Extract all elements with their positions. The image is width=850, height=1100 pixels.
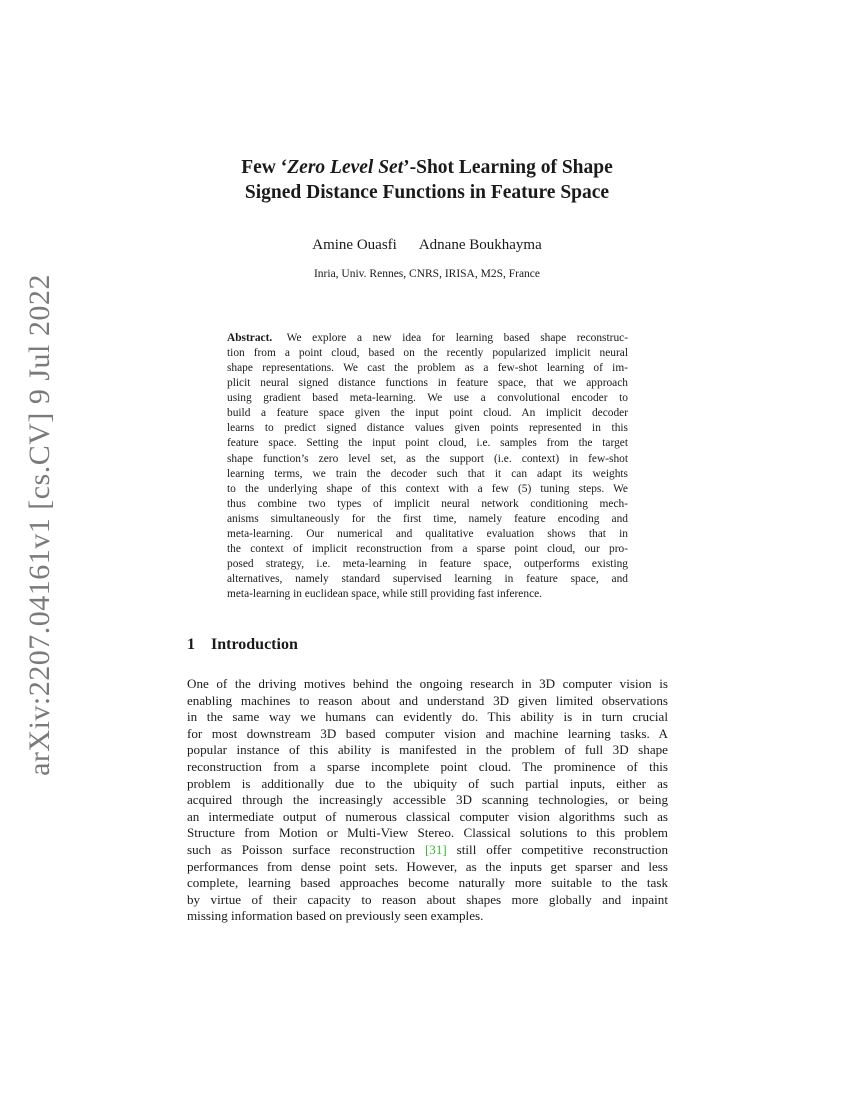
- title-part2: ’-Shot Learning of Shape: [403, 157, 613, 178]
- body-line: in the same way we humans can evidently do. This ability is in turn crucial: [187, 709, 668, 725]
- intro-paragraph: [187, 676, 668, 925]
- body-line: One of the driving motives behind the ongoing research in 3D computer vision is: [187, 676, 668, 691]
- abstract-line: alternatives, namely standard supervised learning in feature space, and: [227, 573, 628, 585]
- abstract-line: [227, 331, 628, 346]
- abstract-line: to the underlying shape of this context with a few (5) tuning steps. We: [227, 482, 628, 495]
- body-text-segment: still offer competitive reconstruction: [446, 841, 668, 857]
- body-line: for most downstream 3D based computer vision and machine learning tasks. A: [187, 725, 668, 741]
- abstract-line: build a feature space given the input point cloud. An implicit decoder: [227, 407, 628, 420]
- title-line2: Signed Distance Functions in Feature Space: [244, 182, 610, 203]
- body-text-segment: such as Poisson surface reconstruction: [187, 841, 425, 857]
- abstract-line: meta-learning. Our numerical and qualitative evaluation shows that in: [227, 527, 628, 540]
- body-line: performances from dense point sets. However, as the inputs get sparser and less: [187, 858, 668, 874]
- authors: [150, 237, 704, 254]
- abstract-line: meta-learning in euclidean space, while still providing fast inference.: [227, 588, 543, 601]
- title-part1: Few ‘: [241, 157, 288, 178]
- body-line: complete, learning based approaches become naturally more suitable to the task: [187, 875, 668, 891]
- abstract-line: learning terms, we train the decoder such that it can adapt its weights: [227, 467, 628, 480]
- body-line: by virtue of their capacity to reason about shapes more globally and inpaint: [187, 891, 668, 907]
- paper-title: [150, 155, 704, 205]
- abstract-line: feature space. Setting the input point cloud, i.e. samples from the target: [227, 437, 628, 450]
- section-heading: [187, 636, 298, 654]
- abstract-line: anisms simultaneously for the first time, namely feature encoding and: [227, 512, 628, 525]
- abstract-line: the context of implicit reconstruction from a sparse point cloud, our pro-: [227, 542, 628, 555]
- abstract-line: tion from a point cloud, based on the recently popularized implicit neural: [227, 347, 628, 360]
- author-name: Adnane Boukhayma: [418, 237, 542, 253]
- affiliation: Inria, Univ. Rennes, CNRS, IRISA, M2S, France: [313, 268, 541, 280]
- abstract-line: shape function’s zero level set, as the support (i.e. context) in few-shot: [227, 452, 628, 465]
- abstract-line: learns to predict signed distance values given points represented in this: [227, 422, 628, 435]
- body-line: reconstruction from a sparse incomplete point cloud. The prominence of this: [187, 758, 668, 774]
- body-line: popular instance of this ability is manifested in the problem of full 3D shape: [187, 742, 668, 758]
- section-number: 1: [187, 636, 195, 653]
- body-line: an intermediate output of numerous classical computer vision algorithms such as: [187, 808, 668, 824]
- author-name: Amine Ouasfi: [312, 237, 397, 253]
- abstract: [227, 331, 628, 602]
- citation-link[interactable]: [31]: [424, 841, 447, 857]
- abstract-line-text: We explore a new idea for learning based shape reconstruc-: [286, 332, 628, 344]
- body-line: missing information based on previously seen examples.: [187, 908, 484, 924]
- abstract-label: Abstract.: [227, 332, 273, 344]
- abstract-line: thus combine two types of implicit neural network conditioning mech-: [227, 497, 628, 510]
- body-line: Structure from Motion or Multi-View Stereo. Classical solutions to this problem: [187, 825, 668, 841]
- abstract-line: shape representations. We cast the problem as a few-shot learning of im-: [227, 362, 628, 375]
- abstract-line: posed strategy, i.e. meta-learning in feature space, outperforms existing: [227, 557, 628, 570]
- arxiv-stamp: arXiv:2207.04161v1 [cs.CV] 9 Jul 2022: [23, 274, 56, 776]
- body-line: acquired through the increasingly accessible 3D scanning technologies, or being: [187, 792, 668, 808]
- abstract-line: plicit neural signed distance functions in feature space, that we approach: [227, 377, 628, 390]
- body-line: enabling machines to reason about and understand 3D given limited observations: [187, 692, 668, 708]
- abstract-line: using gradient based meta-learning. We use a convolutional encoder to: [227, 392, 628, 405]
- section-title: Introduction: [211, 636, 298, 653]
- body-line: [187, 842, 668, 859]
- body-line: problem is additionally due to the ubiquity of such partial inputs, either as: [187, 775, 668, 791]
- title-italic: Zero Level Set: [287, 157, 404, 178]
